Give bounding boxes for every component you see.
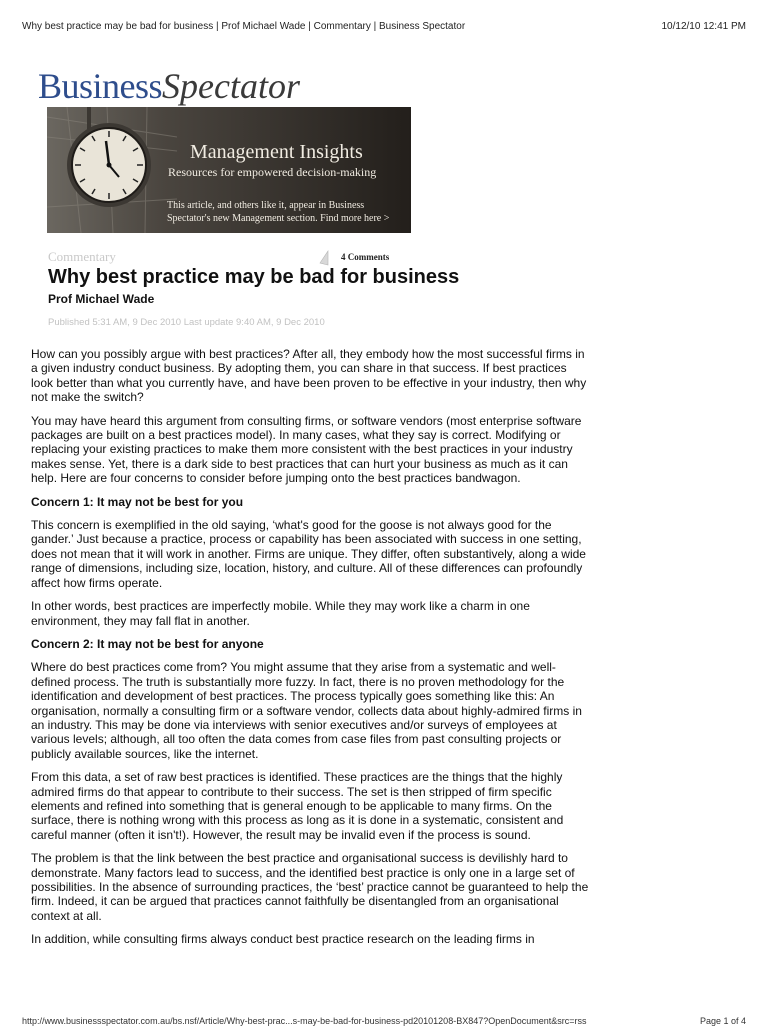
article-headline: Why best practice may be bad for business [48, 266, 460, 288]
comments-count: 4 Comments [341, 252, 390, 262]
concern-heading: Concern 1: It may not be best for you [31, 494, 244, 509]
article-author[interactable]: Prof Michael Wade [48, 292, 155, 306]
banner-note-link[interactable]: This article, and others like it, appear in Business Spectator's new Management section. Find more here > [167, 200, 390, 224]
banner-title: Management Insights [190, 141, 363, 163]
print-footer-page: Page 1 of 4 [699, 1016, 746, 1026]
print-header-datetime: 10/12/10 12:41 PM [661, 21, 746, 32]
article-paragraph: From this data, a set of raw best practices is identified. These practices are the things that the highly admired firms do that appear to contribute to their success. The set is then stripped of firm specific elements and refined into something that is general enough to be applicable to many firms. On the surface, there is nothing wrong with this process as long as it is done in a systematic, consistent and careful manner (often it isn't!). However, the result may be invalid even if the process is sound. [31, 770, 564, 842]
section-label[interactable]: Commentary [48, 249, 116, 264]
print-footer-url: http://www.businessspectator.com.au/bs.nsf/Article/Why-best-prac...s-may-be-bad-for-business-pd20101208-BX847?OpenDocument&src=rss [22, 1016, 587, 1026]
article-paragraph: In addition, while consulting firms always conduct best practice research on the leading firms in [31, 932, 535, 947]
logo-business: Business [38, 66, 163, 106]
concern-heading: Concern 2: It may not be best for anyone [31, 636, 264, 651]
article-paragraph: This concern is exemplified in the old saying, ‘what's good for the goose is not always good for the gander.’ Just because a practice, process or capability has been associated with success in one setting, does not mean that it will work in another. Firms are unique. They differ, often substantively, along a wide range of dimensions, including size, location, history, and culture. All of these differences can profoundly affect how firms operate. [31, 518, 586, 590]
business-spectator-logo[interactable] [38, 64, 300, 108]
article-paragraph: How can you possibly argue with best practices? After all, they embody how the most successful firms in a given industry conduct business. By adopting them, you can share in that success. If best practices look better than what you currently have, and have been proven to be effective in your industry, then why not make the switch? [31, 347, 587, 405]
article-paragraph: In other words, best practices are imperfectly mobile. While they may work like a charm in one environment, they may fall flat in another. [31, 599, 530, 628]
print-header [22, 21, 746, 35]
article-body [31, 347, 591, 956]
print-footer [22, 1016, 746, 1028]
article-paragraph: Where do best practices come from? You might assume that they arise from a systematic and well-defined process. The truth is substantially more fuzzy. In fact, there is no proven methodology for the identification and development of best practices. The process typically goes something like this: An organisation, normally a consulting firm or a software vendor, collects data about highly-admired firms in an industry. This may be done via interviews with senior executives and/or surveys of employees at various levels; although, all too often the data comes from case files from past consulting projects or publicly available sources, like the internet. [31, 660, 582, 761]
logo-spectator: Spectator [162, 66, 301, 106]
banner-subtitle: Resources for empowered decision-making [168, 165, 377, 179]
article-paragraph: The problem is that the link between the best practice and organisational success is devilishly hard to demonstrate. Many factors lead to success, and the identified best practice is only one in a large set of possibilities. In the absence of surrounding practices, the ‘best’ practice cannot be guaranteed to help the firm. Indeed, it can be argued that practices cannot faithfully be disentangled from an organisational context at all. [31, 851, 589, 923]
article-paragraph: You may have heard this argument from consulting firms, or software vendors (most enterprise software packages are built on a best practices model). In many cases, what they say is correct. Modifying or replacing your existing practices to make them more consistent with the best practices in your industry makes sense. Yet, there is a dark side to best practices that can hurt your business as much as it can help. Here are four concerns to consider before jumping onto the best practices bandwagon. [31, 413, 582, 486]
published-date: Published 5:31 AM, 9 Dec 2010 Last update 9:40 AM, 9 Dec 2010 [48, 317, 325, 328]
print-header-title: Why best practice may be bad for business | Prof Michael Wade | Commentary | Business Spectator [22, 21, 466, 32]
management-insights-banner[interactable] [47, 107, 411, 233]
